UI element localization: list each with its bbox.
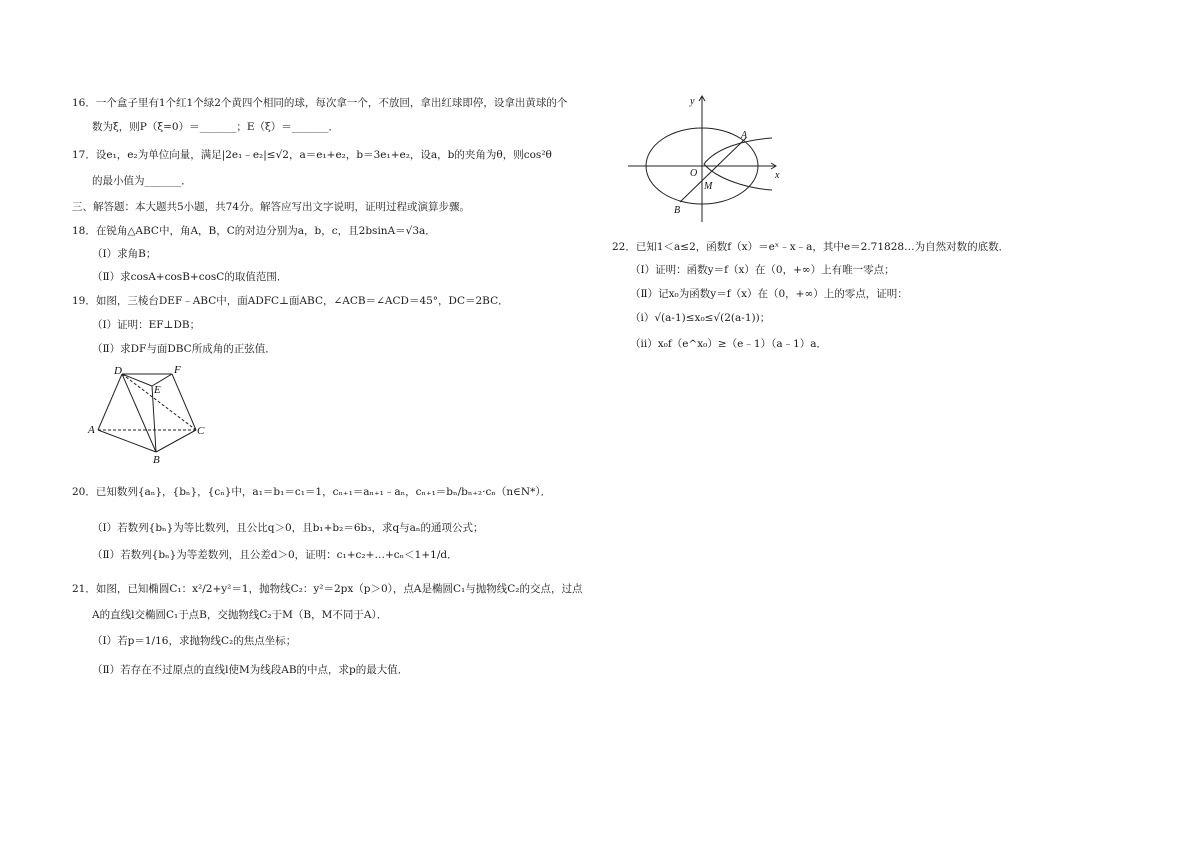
q17-line1: 17．设e₁，e₂为单位向量，满足|2e₁﹣e₂|≤√2，a＝e₁+e₂，b＝3e₁+e₂，设a，b的夹角为θ，则cos²θ xyxy=(72,149,552,161)
edge-fc xyxy=(172,374,196,430)
q21-part1: （Ⅰ）若p＝1/16，求抛物线C₂的焦点坐标； xyxy=(92,635,297,647)
label-a: A xyxy=(88,424,95,436)
q21-line1: 21．如图，已知椭圆C₁：x²/2+y²＝1，抛物线C₂：y²＝2px（p＞0），点A是椭圆C₁与抛物线C₂的交点，过点 xyxy=(72,583,583,595)
q19-stem: 19．如图，三棱台DEF﹣ABC中，面ADFC⊥面ABC，∠ACB＝∠ACD＝45°，DC＝2BC． xyxy=(72,295,509,307)
label-origin: O xyxy=(690,168,698,179)
label-y: y xyxy=(690,96,695,107)
q16-line1: 16．一个盒子里有1个红1个绿2个黄四个相同的球，每次拿一个，不放回，拿出红球即停，设拿出黄球的个 xyxy=(72,97,568,109)
q22-part1: （Ⅰ）证明：函数y＝f（x）在（0，+∞）上有唯一零点； xyxy=(630,264,895,276)
label-point-b: B xyxy=(674,205,681,216)
ellipse-parabola-figure xyxy=(624,92,794,224)
edge-ab xyxy=(98,430,156,452)
label-point-a: A xyxy=(741,130,748,141)
prism-figure xyxy=(86,362,212,466)
q19-part2: （Ⅱ）求DF与面DBC所成角的正弦值． xyxy=(92,343,276,355)
q21-line2: A的直线l交椭圆C₁于点B，交抛物线C₂于M（B，M不同于A）． xyxy=(92,609,388,621)
q20-part2: （Ⅱ）若数列{bₙ}为等差数列，且公差d＞0，证明：c₁+c₂+…+cₙ＜1+1/d． xyxy=(92,549,458,561)
q18-part2: （Ⅱ）求cosA+cosB+cosC的取值范围． xyxy=(92,271,288,283)
label-b: B xyxy=(153,454,160,466)
q20-stem: 20．已知数列{aₙ}，{bₙ}，{cₙ}中，a₁＝b₁＝c₁＝1，cₙ₊₁＝aₙ₊₁﹣aₙ，cₙ₊₁＝bₙ/bₙ₊₂·cₙ（n∈N*）． xyxy=(72,486,552,498)
section-3-heading: 三、解答题：本大题共5小题，共74分。解答应写出文字说明，证明过程或演算步骤。 xyxy=(72,201,471,213)
q22-stem: 22．已知1＜a≤2，函数f（x）＝eˣ﹣x﹣a，其中e＝2.71828…为自然对数的底数． xyxy=(612,241,1010,253)
q22-part2: （Ⅱ）记x₀为函数y＝f（x）在（0，+∞）上的零点，证明： xyxy=(630,288,908,300)
q18-stem: 18．在锐角△ABC中，角A，B，C的对边分别为a，b，c，且2bsinA＝√3a． xyxy=(72,225,436,237)
q22-sub1: （ⅰ）√(a-1)≤x₀≤√(2(a-1))； xyxy=(630,312,771,324)
q19-part1: （Ⅰ）证明：EF⊥DB； xyxy=(92,319,201,331)
q17-line2: 的最小值为_______． xyxy=(92,175,192,187)
edge-bc xyxy=(156,430,196,452)
label-d: D xyxy=(114,365,122,377)
q16-line2: 数为ξ，则P（ξ=0）＝_______；E（ξ）＝_______． xyxy=(92,121,340,133)
edge-dc xyxy=(122,374,196,430)
label-f: F xyxy=(174,364,181,376)
q22-sub2: （ⅱ）x₀f（e^x₀）≥（e﹣1）（a﹣1）a． xyxy=(630,338,828,350)
label-point-m: M xyxy=(704,181,713,192)
edge-da xyxy=(98,374,122,430)
label-e: E xyxy=(154,384,161,396)
q21-part2: （Ⅱ）若存在不过原点的直线l使M为线段AB的中点，求p的最大值． xyxy=(92,664,409,676)
label-c: C xyxy=(197,425,205,437)
q20-part1: （Ⅰ）若数列{bₙ}为等比数列，且公比q＞0，且b₁+b₂＝6b₃，求q与aₙ的通项公式； xyxy=(92,522,484,534)
q18-part1: （Ⅰ）求角B； xyxy=(92,248,157,260)
label-x: x xyxy=(775,170,780,181)
